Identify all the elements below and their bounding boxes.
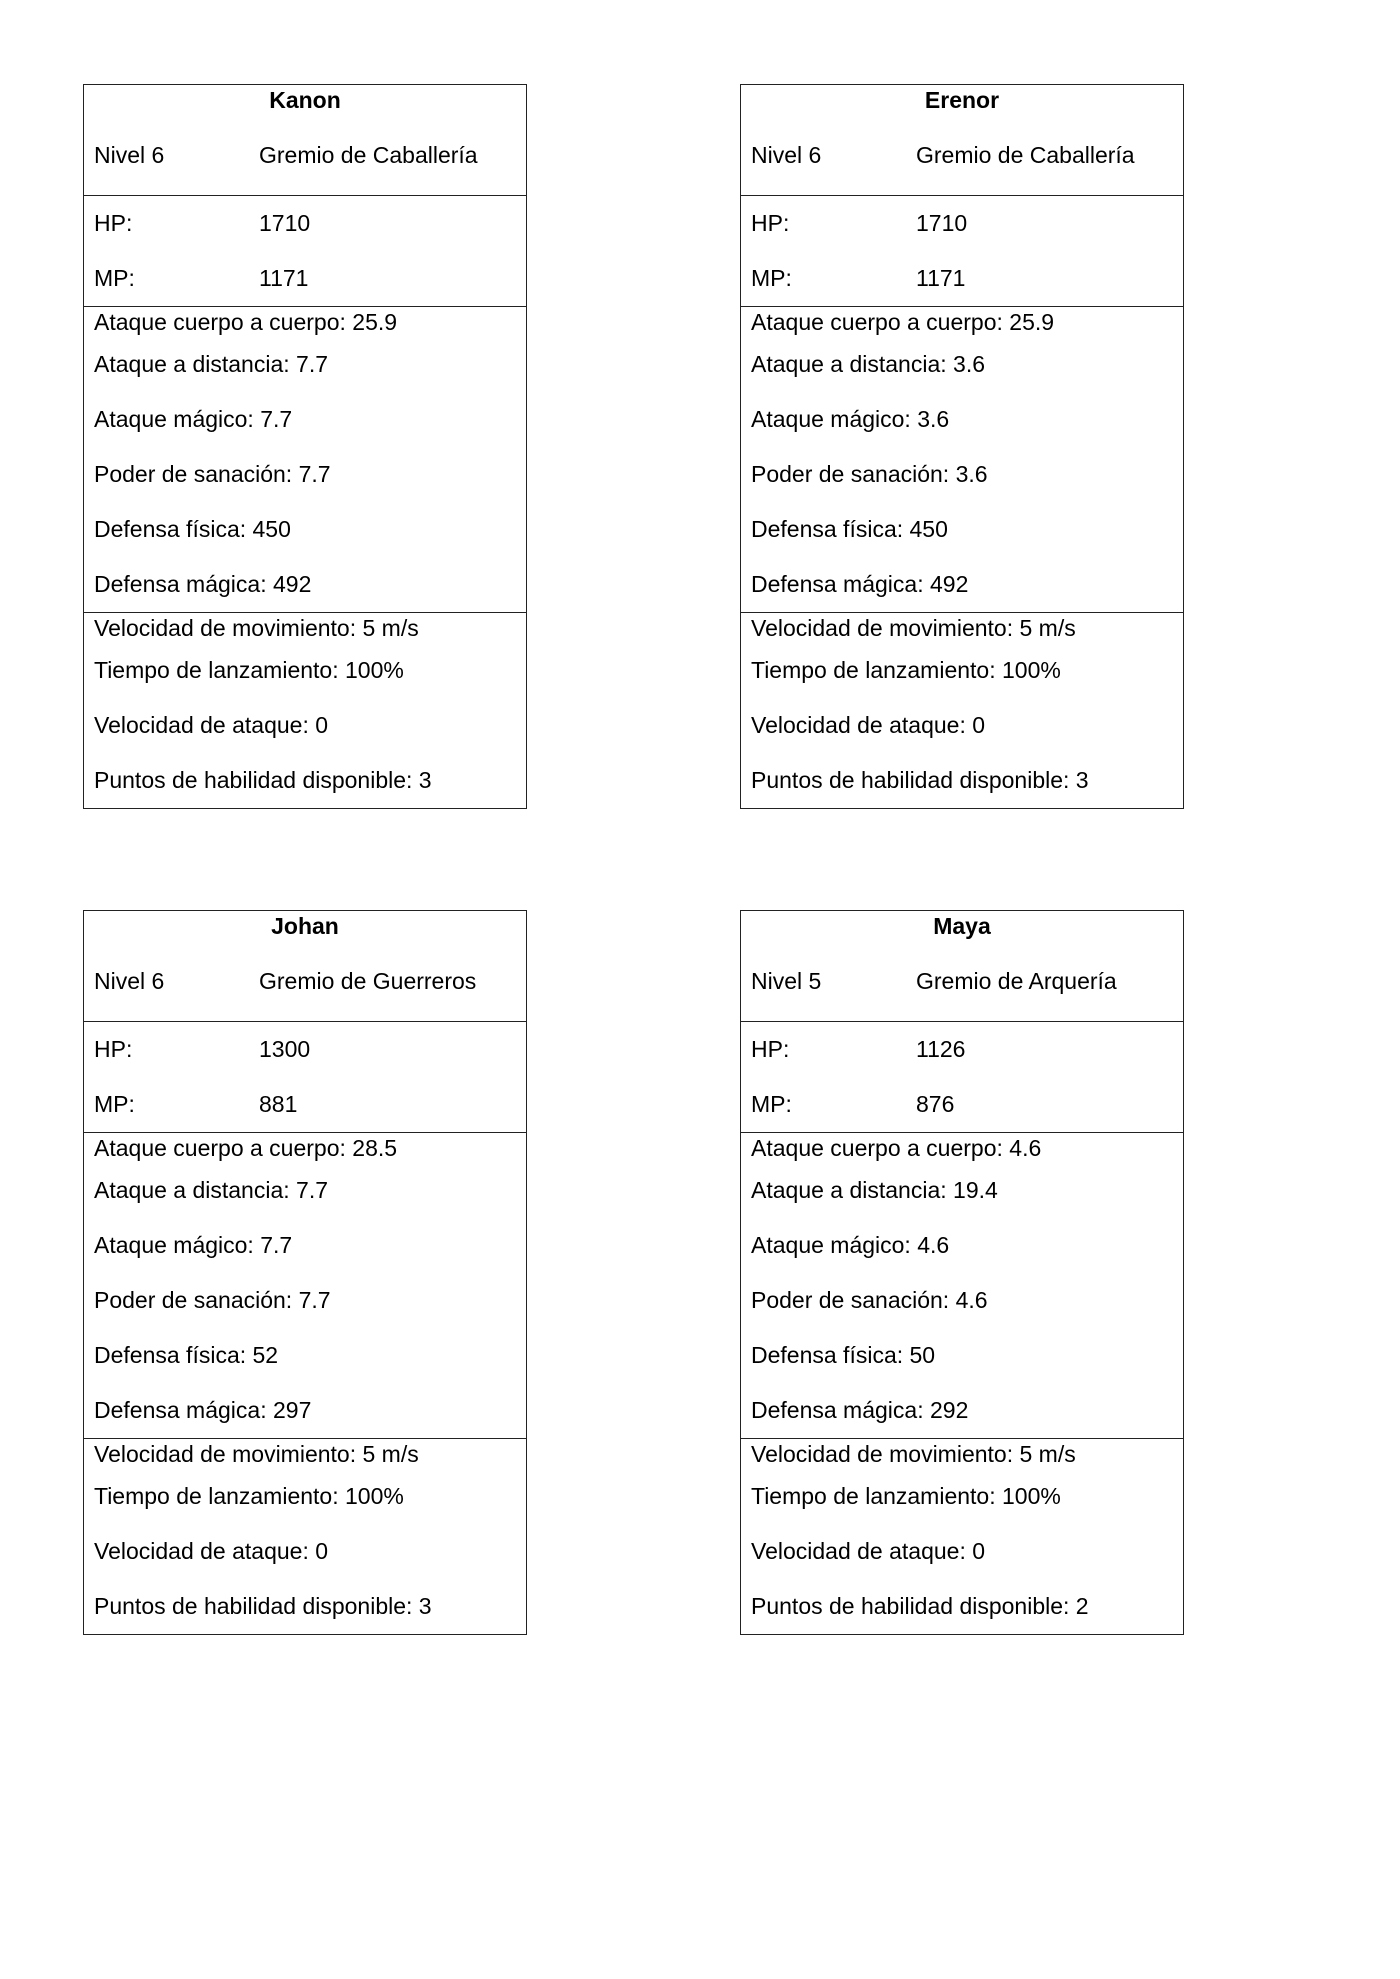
character-guild: Gremio de Caballería [916, 142, 1135, 168]
mp-row [94, 1077, 516, 1132]
stat-magic-defense: Defensa mágica: 492 [94, 571, 312, 597]
character-level: Nivel 6 [94, 968, 165, 994]
stat-melee-attack: Ataque cuerpo a cuerpo: 28.5 [94, 1135, 398, 1161]
stat-skill-points: Puntos de habilidad disponible: 3 [94, 1593, 432, 1619]
mp-row [751, 1077, 1173, 1132]
character-guild: Gremio de Arquería [916, 968, 1117, 994]
hp-label: HP: [751, 1036, 790, 1062]
mp-label: MP: [94, 1091, 135, 1117]
stat-cast-time: Tiempo de lanzamiento: 100% [94, 657, 404, 683]
hp-row [751, 1022, 1173, 1077]
stat-physical-defense: Defensa física: 52 [94, 1342, 279, 1368]
misc-stats-section [84, 1438, 526, 1634]
character-guild: Gremio de Caballería [259, 142, 478, 168]
hp-mp-section [741, 195, 1183, 306]
mp-value: 1171 [259, 265, 309, 291]
hp-value: 1710 [259, 210, 311, 236]
character-name: Maya [933, 913, 991, 939]
stat-magic-attack: Ataque mágico: 3.6 [751, 406, 950, 432]
character-name: Johan [271, 913, 339, 939]
mp-value: 1171 [916, 265, 966, 291]
stat-ranged-attack: Ataque a distancia: 3.6 [751, 351, 985, 377]
stat-melee-attack: Ataque cuerpo a cuerpo: 25.9 [751, 309, 1055, 335]
stat-melee-attack: Ataque cuerpo a cuerpo: 25.9 [94, 309, 398, 335]
level-guild-row [751, 115, 1173, 195]
hp-value: 1126 [916, 1036, 966, 1062]
mp-row [751, 251, 1173, 306]
card-header [84, 85, 526, 195]
attack-stats-section [84, 1132, 526, 1438]
stat-ranged-attack: Ataque a distancia: 7.7 [94, 351, 328, 377]
stat-magic-attack: Ataque mágico: 7.7 [94, 1232, 293, 1258]
hp-label: HP: [94, 1036, 133, 1062]
stat-healing-power: Poder de sanación: 7.7 [94, 1287, 331, 1313]
mp-label: MP: [751, 1091, 792, 1117]
character-name: Kanon [269, 87, 341, 113]
card-header [84, 911, 526, 1021]
stat-attack-speed: Velocidad de ataque: 0 [94, 712, 329, 738]
stat-skill-points: Puntos de habilidad disponible: 3 [751, 767, 1089, 793]
stat-magic-attack: Ataque mágico: 4.6 [751, 1232, 950, 1258]
stat-cast-time: Tiempo de lanzamiento: 100% [751, 657, 1061, 683]
stat-cast-time: Tiempo de lanzamiento: 100% [94, 1483, 404, 1509]
character-guild: Gremio de Guerreros [259, 968, 477, 994]
level-guild-row [94, 115, 516, 195]
stat-cast-time: Tiempo de lanzamiento: 100% [751, 1483, 1061, 1509]
mp-row [94, 251, 516, 306]
stat-healing-power: Poder de sanación: 3.6 [751, 461, 988, 487]
stat-magic-defense: Defensa mágica: 297 [94, 1397, 312, 1423]
stat-physical-defense: Defensa física: 50 [751, 1342, 936, 1368]
stat-move-speed: Velocidad de movimiento: 5 m/s [94, 615, 419, 641]
attack-stats-section [741, 1132, 1183, 1438]
misc-stats-section [741, 1438, 1183, 1634]
character-card [83, 910, 527, 1635]
card-header [741, 911, 1183, 1021]
mp-value: 881 [259, 1091, 298, 1117]
hp-mp-section [84, 195, 526, 306]
hp-value: 1300 [259, 1036, 311, 1062]
mp-label: MP: [94, 265, 135, 291]
attack-stats-section [741, 306, 1183, 612]
character-card [740, 910, 1184, 1635]
stat-move-speed: Velocidad de movimiento: 5 m/s [751, 1441, 1076, 1467]
stat-magic-defense: Defensa mágica: 492 [751, 571, 969, 597]
hp-mp-section [741, 1021, 1183, 1132]
hp-label: HP: [751, 210, 790, 236]
mp-label: MP: [751, 265, 792, 291]
hp-mp-section [84, 1021, 526, 1132]
hp-value: 1710 [916, 210, 968, 236]
character-level: Nivel 5 [751, 968, 822, 994]
hp-label: HP: [94, 210, 133, 236]
stat-magic-attack: Ataque mágico: 7.7 [94, 406, 293, 432]
hp-row [94, 1022, 516, 1077]
stat-attack-speed: Velocidad de ataque: 0 [751, 712, 986, 738]
stat-physical-defense: Defensa física: 450 [751, 516, 948, 542]
hp-row [94, 196, 516, 251]
misc-stats-section [84, 612, 526, 808]
stat-ranged-attack: Ataque a distancia: 7.7 [94, 1177, 328, 1203]
misc-stats-section [741, 612, 1183, 808]
stat-ranged-attack: Ataque a distancia: 19.4 [751, 1177, 998, 1203]
stat-attack-speed: Velocidad de ataque: 0 [751, 1538, 986, 1564]
stat-healing-power: Poder de sanación: 4.6 [751, 1287, 988, 1313]
stat-move-speed: Velocidad de movimiento: 5 m/s [94, 1441, 419, 1467]
character-card [83, 84, 527, 809]
stat-attack-speed: Velocidad de ataque: 0 [94, 1538, 329, 1564]
stat-skill-points: Puntos de habilidad disponible: 3 [94, 767, 432, 793]
stat-magic-defense: Defensa mágica: 292 [751, 1397, 969, 1423]
hp-row [751, 196, 1173, 251]
character-name: Erenor [924, 87, 1000, 113]
stat-move-speed: Velocidad de movimiento: 5 m/s [751, 615, 1076, 641]
character-card [740, 84, 1184, 809]
mp-value: 876 [916, 1091, 955, 1117]
stat-healing-power: Poder de sanación: 7.7 [94, 461, 331, 487]
stat-melee-attack: Ataque cuerpo a cuerpo: 4.6 [751, 1135, 1042, 1161]
stat-physical-defense: Defensa física: 450 [94, 516, 291, 542]
card-header [741, 85, 1183, 195]
character-level: Nivel 6 [751, 142, 822, 168]
level-guild-row [94, 941, 516, 1021]
character-level: Nivel 6 [94, 142, 165, 168]
level-guild-row [751, 941, 1173, 1021]
stat-skill-points: Puntos de habilidad disponible: 2 [751, 1593, 1089, 1619]
attack-stats-section [84, 306, 526, 612]
